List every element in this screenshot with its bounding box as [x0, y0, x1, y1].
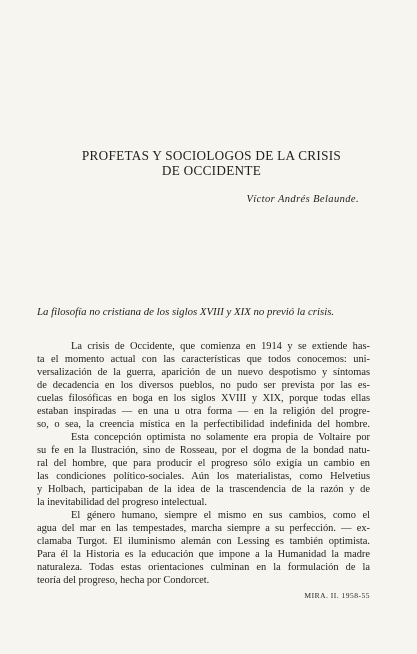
body-line: teoría del progreso, hecha por Condorcet.: [37, 575, 210, 586]
body-line: ral del hombre, que para producir el progreso sólo exigía un cambio en: [37, 458, 370, 469]
article-title-line-2: DE OCCIDENTE: [161, 163, 262, 178]
body-line: estaban inspiradas — en una u otra forma — en la religión del progre-: [37, 406, 370, 417]
body-line: Para él la Historia es la educación que impone a la Humanidad la madre: [37, 549, 370, 560]
body-line: su fe en la Ilustración, sino de Rosseau, por el dogma de la bondad natu-: [37, 445, 370, 456]
body-line: agua del mar en las tempestades, marcha siempre a su perfección. — ex-: [37, 523, 370, 534]
epigraph: La filosofía no cristiana de los siglos XVIII y XIX no previó la crisis.: [37, 306, 335, 318]
body-line: cuelas filosóficas en boga en los siglos XVIII y XIX, porque todas ellas: [37, 393, 370, 404]
body-line: ta el momento actual con las características que todos conocemos: uni-: [37, 354, 370, 365]
page-folio: MIRA. II. 1958-55: [304, 591, 370, 600]
body-line: so, o sea, la creencia mística en la perfectibilidad indefinida del hombre.: [37, 419, 370, 430]
body-line: las condiciones político-sociales. Aún los materialistas, como Helvetius: [37, 471, 370, 482]
author-name: Víctor Andrés Belaunde.: [246, 194, 359, 205]
body-line: y Holbach, participaban de la idea de la trascendencia de la razón y de: [37, 484, 370, 495]
body-line: La crisis de Occidente, que comienza en 1914 y se extiende has-: [71, 341, 370, 352]
body-line: versalización de la guerra, aparición de un nuevo despotismo y síntomas: [37, 367, 370, 378]
body-line: clamaba Turgot. El iluminismo alemán con Lessing es también optimista.: [37, 536, 370, 547]
article-title-line-1: PROFETAS Y SOCIOLOGOS DE LA CRISIS: [81, 148, 342, 163]
body-line: naturaleza. Todas estas orientaciones culminan en la formulación de la: [37, 562, 370, 573]
body-line: la inevitabilidad del progreso intelectual.: [37, 497, 207, 508]
body-line: El género humano, siempre el mismo en sus cambios, como el: [71, 510, 370, 521]
body-line: de decadencia en los diversos pueblos, no pudo ser prevista por las es-: [37, 380, 370, 391]
body-line: Esta concepción optimista no solamente era propia de Voltaire por: [71, 432, 370, 443]
